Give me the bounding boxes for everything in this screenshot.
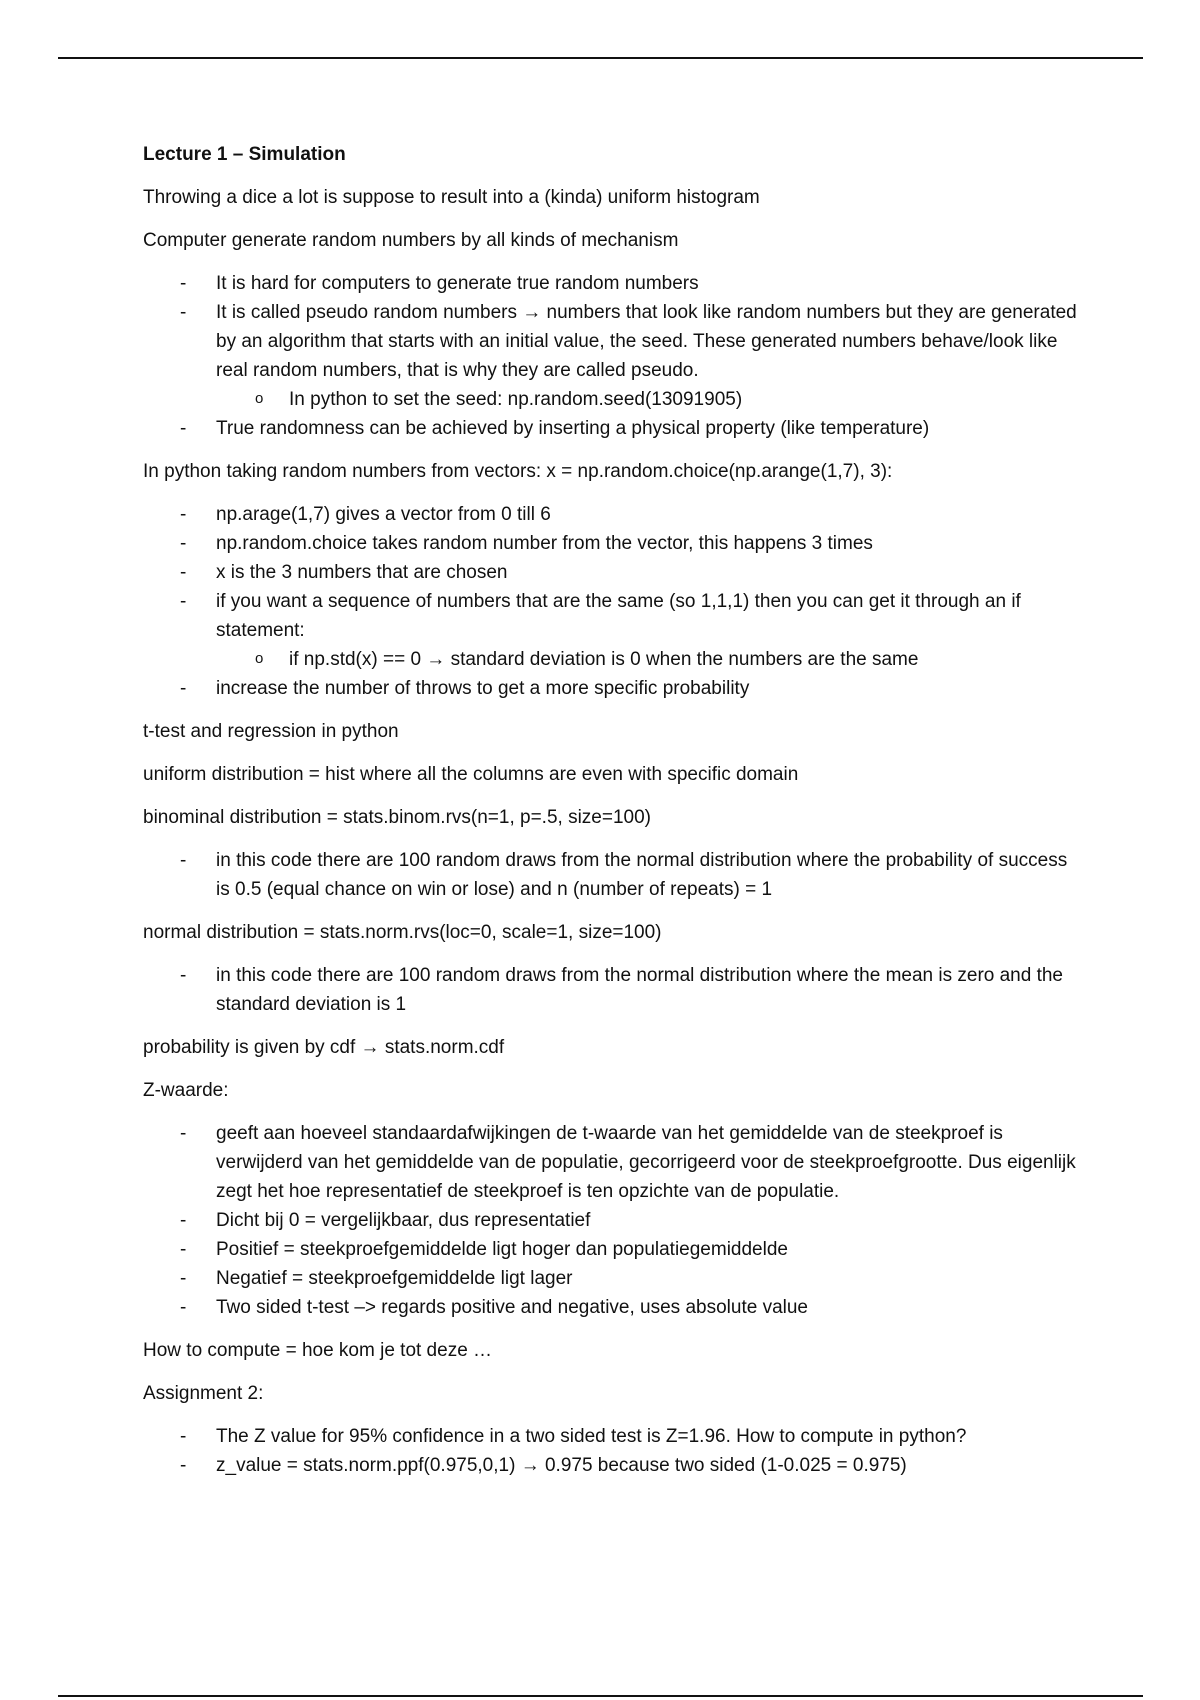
list-item: - It is hard for computers to generate true random numbers (143, 269, 1083, 298)
bullet-list (143, 500, 1083, 703)
list-item: - in this code there are 100 random draws from the normal distribution where the mean is zero and the standard deviation is 1 (143, 961, 1083, 1019)
paragraph: probability is given by cdf → stats.norm.cdf (143, 1037, 505, 1058)
document-body (143, 140, 1083, 1494)
list-item: - increase the number of throws to get a more specific probability (143, 674, 1083, 703)
paragraph: t-test and regression in python (143, 721, 399, 742)
paragraph: Assignment 2: (143, 1383, 264, 1404)
bullet-list (143, 846, 1083, 904)
bullet-list (143, 961, 1083, 1019)
paragraph: uniform distribution = hist where all the columns are even with specific domain (143, 764, 799, 785)
list-item-text: It is called pseudo random numbers → numbers that look like random numbers but they are generated by an algorithm that starts with an initial value, the seed. These generated numbers behave/look like real random numbers, that is why they are called pseudo. (216, 302, 1077, 381)
paragraph: Throwing a dice a lot is suppose to result into a (kinda) uniform histogram (143, 187, 760, 208)
list-item: - Dicht bij 0 = vergelijkbaar, dus representatief (143, 1206, 1083, 1235)
list-item: - True randomness can be achieved by inserting a physical property (like temperature) (143, 414, 1083, 443)
footer-rule (58, 1695, 1143, 1697)
header-rule (58, 57, 1143, 59)
sub-list-item: o if np.std(x) == 0 → standard deviation is 0 when the numbers are the same (216, 645, 1083, 674)
list-item: - np.arage(1,7) gives a vector from 0 till 6 (143, 500, 1083, 529)
bullet-list (143, 269, 1083, 443)
paragraph: Computer generate random numbers by all kinds of mechanism (143, 230, 679, 251)
list-item: - x is the 3 numbers that are chosen (143, 558, 1083, 587)
list-item: - Positief = steekproefgemiddelde ligt hoger dan populatiegemiddelde (143, 1235, 1083, 1264)
list-item (143, 587, 1083, 674)
bullet-list (143, 1119, 1083, 1322)
sub-list (216, 385, 1083, 414)
bullet-list (143, 1422, 1083, 1480)
paragraph: How to compute = hoe kom je tot deze … (143, 1340, 493, 1361)
list-item: - Two sided t-test –> regards positive and negative, uses absolute value (143, 1293, 1083, 1322)
lecture-title: Lecture 1 – Simulation (143, 144, 346, 165)
paragraph: Z-waarde: (143, 1080, 229, 1101)
sub-list (216, 645, 1083, 674)
list-item: - geeft aan hoeveel standaardafwijkingen de t-waarde van het gemiddelde van de steekproef is verwijderd van het gemiddelde van de populatie, gecorrigeerd voor de steekproefgrootte. Dus eigenlijk zegt het hoe representatief de steekproef is ten opzichte van de populatie. (143, 1119, 1083, 1206)
list-item (143, 298, 1083, 414)
list-item-text: if you want a sequence of numbers that are the same (so 1,1,1) then you can get it through an if statement: (216, 591, 1021, 641)
list-item: - z_value = stats.norm.ppf(0.975,0,1) → 0.975 because two sided (1-0.025 = 0.975) (143, 1451, 1083, 1480)
list-item: - in this code there are 100 random draws from the normal distribution where the probability of success is 0.5 (equal chance on win or lose) and n (number of repeats) = 1 (143, 846, 1083, 904)
paragraph: In python taking random numbers from vectors: x = np.random.choice(np.arange(1,7), 3): (143, 461, 893, 482)
sub-list-item: o In python to set the seed: np.random.seed(13091905) (216, 385, 1083, 414)
list-item: - The Z value for 95% confidence in a two sided test is Z=1.96. How to compute in python? (143, 1422, 1083, 1451)
list-item: - Negatief = steekproefgemiddelde ligt lager (143, 1264, 1083, 1293)
paragraph: binominal distribution = stats.binom.rvs(n=1, p=.5, size=100) (143, 807, 651, 828)
paragraph: normal distribution = stats.norm.rvs(loc=0, scale=1, size=100) (143, 922, 662, 943)
list-item: - np.random.choice takes random number from the vector, this happens 3 times (143, 529, 1083, 558)
